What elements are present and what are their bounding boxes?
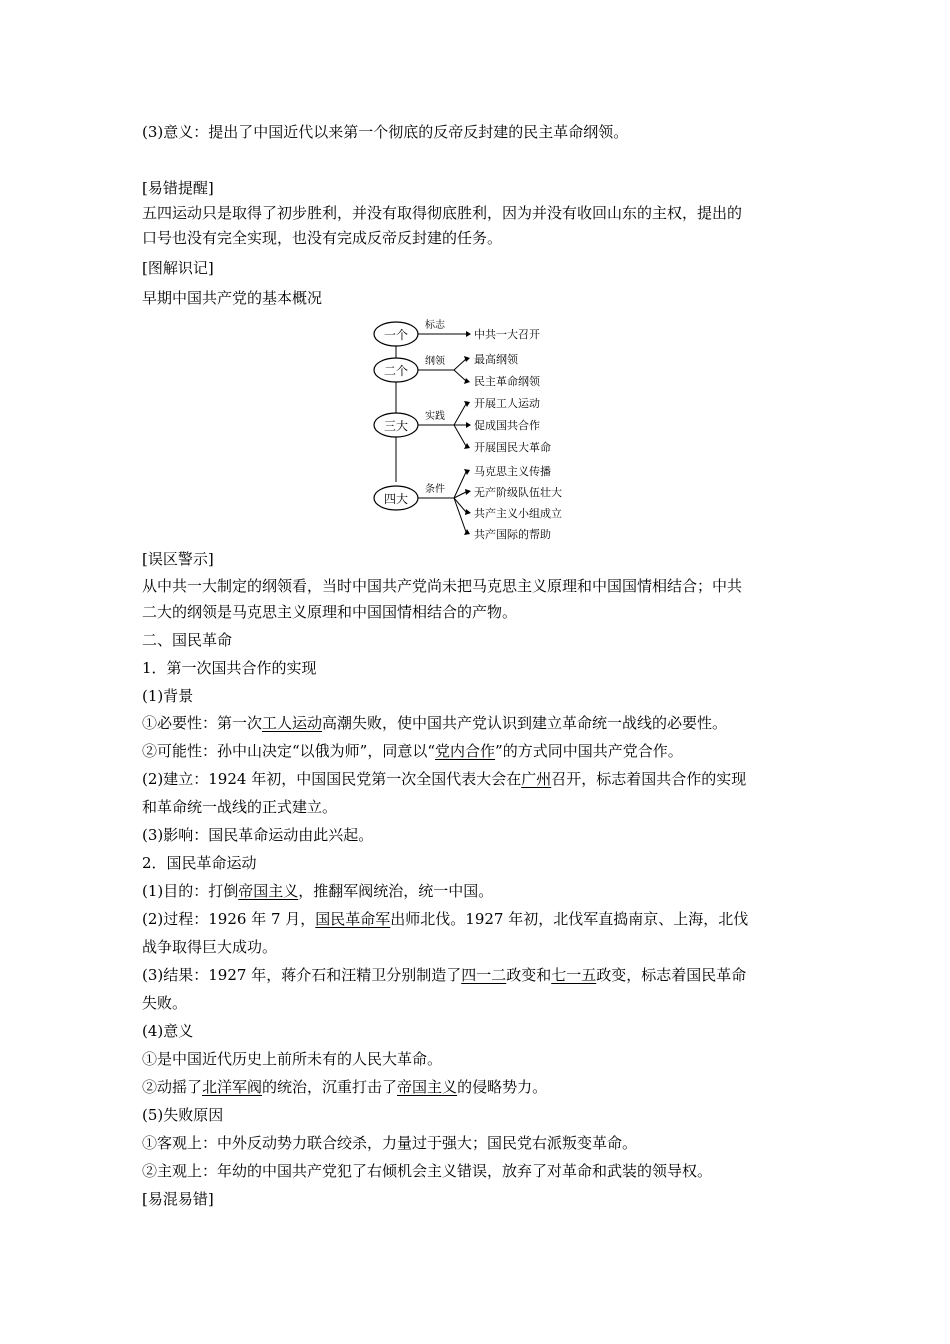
result-line-1: (3)结果：1927 年，蒋介石和汪精卫分别制造了四一二政变和七一五政变，标志着国民革命: [142, 966, 747, 984]
node-3-item-1: 开展工人运动: [474, 397, 540, 410]
establishment-line-1: (2)建立：1924 年初，中国国民党第一次全国代表大会在广州召开，标志着国共合作的实现: [142, 770, 747, 788]
node-1-label: 一个: [383, 328, 409, 342]
warning-title: [误区警示]: [142, 550, 214, 568]
key-term: 七一五: [551, 966, 597, 984]
confuse-title: [易混易错]: [142, 1190, 214, 1208]
party-overview-diagram: [360, 314, 600, 546]
impact-line: (3)影响：国民革命运动由此兴起。: [142, 826, 374, 844]
result-line-2: 失败。: [142, 994, 188, 1012]
failure-heading: (5)失败原因: [142, 1106, 224, 1124]
diagram-node-1: [374, 318, 540, 346]
node-2-label: 二个: [383, 364, 409, 378]
node-2-item-1: 最高纲领: [474, 353, 518, 366]
node-4-item-2: 无产阶级队伍壮大: [474, 486, 562, 499]
node-2-tag: 纲领: [425, 356, 445, 367]
node-3-label: 三大: [383, 419, 409, 433]
diagram-node-4: [374, 464, 562, 541]
meaning-item-2: ②动摇了北洋军阀的统治，沉重打击了帝国主义的侵略势力。: [142, 1078, 548, 1096]
background-item-1: ①必要性：第一次工人运动高潮失败，使中国共产党认识到建立革命统一战线的必要性。: [142, 714, 728, 732]
key-term: 工人运动: [262, 714, 323, 732]
meaning-heading: (4)意义: [142, 1022, 194, 1040]
warning-line-2: 二大的纲领是马克思主义原理和中国国情相结合的产物。: [142, 603, 518, 621]
node-4-item-1: 马克思主义传播: [474, 465, 551, 478]
subsection-1-heading: 1．第一次国共合作的实现: [142, 659, 317, 677]
node-4-item-3: 共产主义小组成立: [474, 507, 562, 520]
process-line-2: 战争取得巨大成功。: [142, 938, 278, 956]
diagram-node-2: [374, 352, 541, 388]
section-heading: 二、国民革命: [142, 631, 233, 649]
node-3-item-2: 促成国共合作: [474, 419, 540, 432]
key-term: 帝国主义: [397, 1078, 458, 1096]
failure-item-1: ①客观上：中外反动势力联合绞杀，力量过于强大；国民党右派叛变革命。: [142, 1134, 638, 1152]
subsection-2-heading: 2．国民革命运动: [142, 854, 257, 872]
diagram-section-title: [图解识记]: [142, 259, 214, 277]
node-4-item-4: 共产国际的帮助: [474, 528, 551, 541]
tip-line-2: 口号也没有完全实现，也没有完成反帝反封建的任务。: [142, 229, 503, 247]
background-item-2: ②可能性：孙中山决定“以俄为师”，同意以“党内合作”的方式同中国共产党合作。: [142, 742, 683, 760]
tip-line-1: 五四运动只是取得了初步胜利，并没有取得彻底胜利，因为并没有收回山东的主权，提出的: [142, 204, 743, 222]
goal-line: (1)目的：打倒帝国主义，推翻军阀统治，统一中国。: [142, 882, 494, 900]
node-1-tag: 标志: [425, 320, 445, 331]
process-line-1: (2)过程：1926 年 7 月，国民革命军出师北伐。1927 年初，北伐军直捣南京、上海，北伐: [142, 910, 749, 928]
key-term: 四一二: [461, 966, 507, 984]
significance-line: (3)意义：提出了中国近代以来第一个彻底的反帝反封建的民主革命纲领。: [142, 123, 629, 141]
node-4-label: 四大: [383, 492, 409, 506]
node-3-tag: 实践: [425, 411, 445, 422]
key-term: 国民革命军: [315, 910, 391, 928]
key-term: 党内合作: [435, 742, 496, 760]
failure-item-2: ②主观上：年幼的中国共产党犯了右倾机会主义错误，放弃了对革命和武装的领导权。: [142, 1162, 713, 1180]
meaning-item-1: ①是中国近代历史上前所未有的人民大革命。: [142, 1050, 443, 1068]
node-1-item-1: 中共一大召开: [474, 328, 540, 341]
background-heading: (1)背景: [142, 687, 194, 705]
establishment-line-2: 和革命统一战线的正式建立。: [142, 798, 338, 816]
node-3-item-3: 开展国民大革命: [474, 441, 551, 454]
key-term: 广州: [521, 770, 552, 788]
tip-title: [易错提醒]: [142, 179, 214, 197]
diagram-node-3: [374, 396, 551, 454]
node-4-tag: 条件: [425, 484, 445, 495]
warning-line-1: 从中共一大制定的纲领看，当时中国共产党尚未把马克思主义原理和中国国情相结合；中共: [142, 577, 743, 595]
node-2-item-2: 民主革命纲领: [474, 375, 540, 388]
key-term: 北洋军阀: [202, 1078, 263, 1096]
diagram-caption: 早期中国共产党的基本概况: [142, 289, 323, 307]
key-term: 帝国主义: [238, 882, 299, 900]
